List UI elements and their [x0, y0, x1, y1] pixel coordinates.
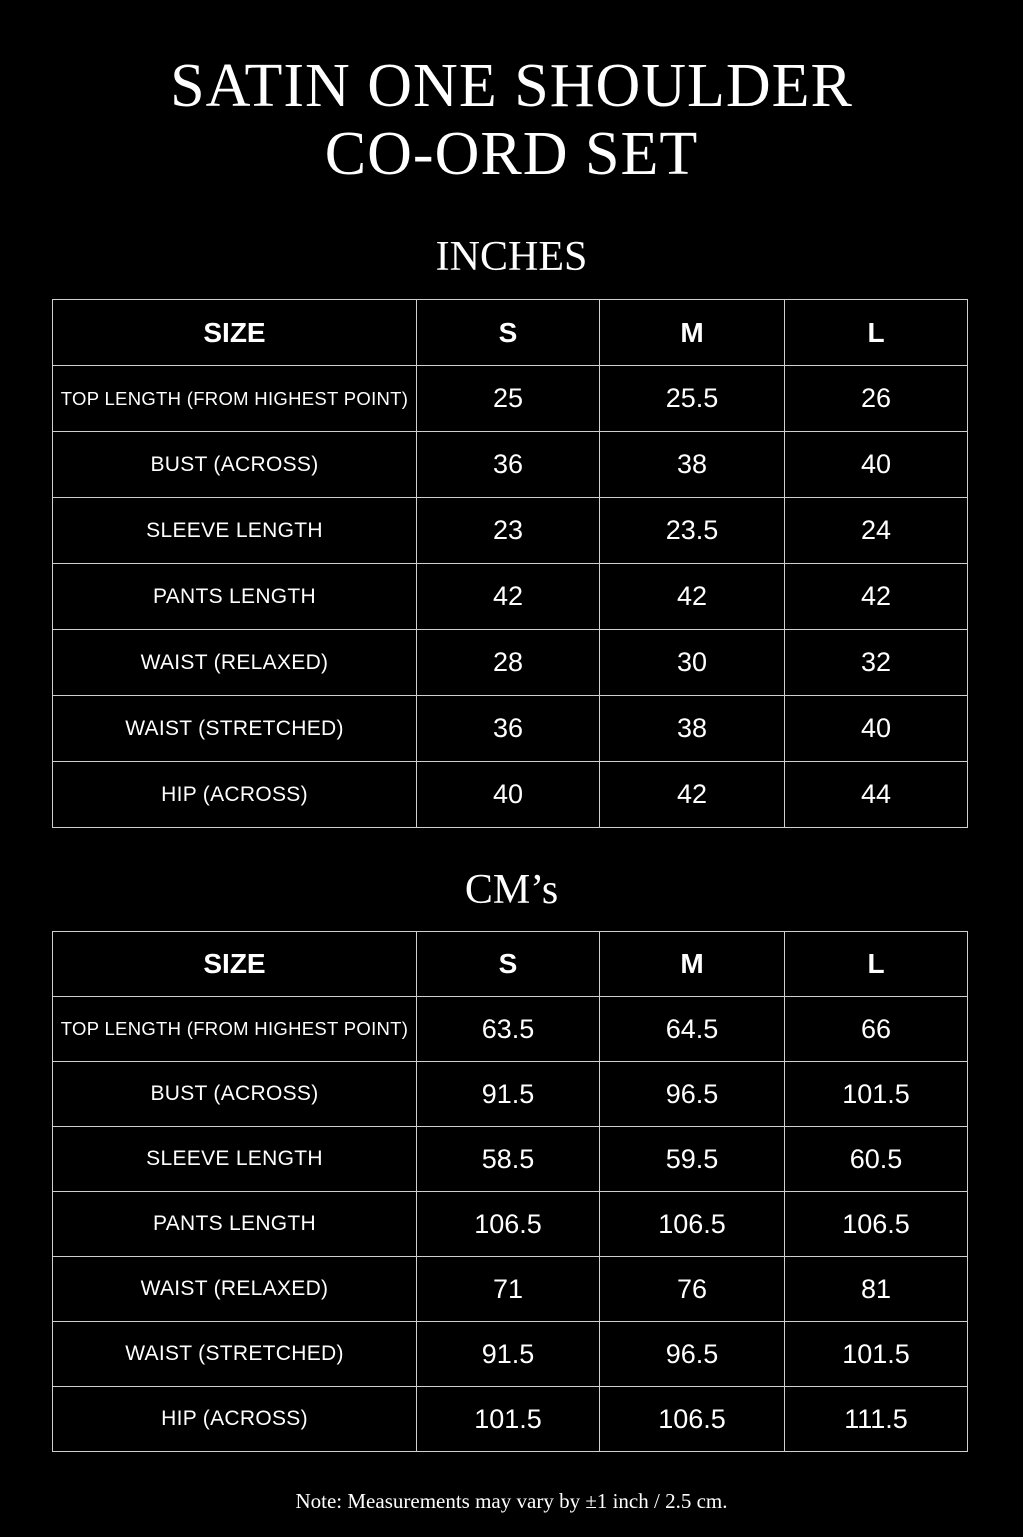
value-l: 101.5	[785, 1062, 968, 1127]
value-s: 101.5	[417, 1387, 600, 1452]
value-l: 101.5	[785, 1322, 968, 1387]
row-label: SLEEVE LENGTH	[53, 498, 417, 564]
table-row	[53, 630, 968, 696]
value-s: 28	[417, 630, 600, 696]
value-m: 42	[600, 564, 785, 630]
value-s: 106.5	[417, 1192, 600, 1257]
value-l: 24	[785, 498, 968, 564]
value-l: 26	[785, 366, 968, 432]
value-m: 38	[600, 696, 785, 762]
table-row	[53, 762, 968, 828]
row-label: WAIST (STRETCHED)	[53, 696, 417, 762]
inches-section-label: INCHES	[435, 234, 588, 280]
value-m: 76	[600, 1257, 785, 1322]
value-m: 30	[600, 630, 785, 696]
value-s: 23	[417, 498, 600, 564]
table-row	[53, 696, 968, 762]
header-size: SIZE	[53, 300, 417, 366]
value-l: 106.5	[785, 1192, 968, 1257]
value-l: 40	[785, 696, 968, 762]
table-row	[53, 1127, 968, 1192]
row-label: PANTS LENGTH	[53, 564, 417, 630]
value-s: 42	[417, 564, 600, 630]
value-s: 25	[417, 366, 600, 432]
table-row	[53, 1322, 968, 1387]
header-m: M	[600, 300, 785, 366]
value-s: 36	[417, 432, 600, 498]
header-s: S	[417, 932, 600, 997]
row-label: BUST (ACROSS)	[53, 432, 417, 498]
table-row	[53, 498, 968, 564]
cms-section-label: CM’s	[464, 867, 559, 913]
value-m: 23.5	[600, 498, 785, 564]
value-m: 96.5	[600, 1322, 785, 1387]
table-row	[53, 432, 968, 498]
value-m: 96.5	[600, 1062, 785, 1127]
table-row	[53, 1387, 968, 1452]
table-row	[53, 564, 968, 630]
table-header-row	[53, 300, 968, 366]
table-row	[53, 1192, 968, 1257]
row-label: TOP LENGTH (FROM HIGHEST POINT)	[53, 366, 417, 432]
value-s: 36	[417, 696, 600, 762]
value-s: 91.5	[417, 1062, 600, 1127]
value-l: 60.5	[785, 1127, 968, 1192]
value-m: 38	[600, 432, 785, 498]
header-s: S	[417, 300, 600, 366]
header-l: L	[785, 300, 968, 366]
value-l: 42	[785, 564, 968, 630]
table-header-row	[53, 932, 968, 997]
row-label: HIP (ACROSS)	[53, 1387, 417, 1452]
header-m: M	[600, 932, 785, 997]
row-label: HIP (ACROSS)	[53, 762, 417, 828]
table-row	[53, 997, 968, 1062]
value-l: 40	[785, 432, 968, 498]
table-row	[53, 1062, 968, 1127]
cms-size-table	[52, 931, 968, 1452]
value-l: 111.5	[785, 1387, 968, 1452]
table-row	[53, 1257, 968, 1322]
measurement-note: Note: Measurements may vary by ±1 inch / 2.5 cm.	[295, 1489, 728, 1513]
value-s: 58.5	[417, 1127, 600, 1192]
value-l: 32	[785, 630, 968, 696]
value-m: 59.5	[600, 1127, 785, 1192]
value-l: 66	[785, 997, 968, 1062]
row-label: BUST (ACROSS)	[53, 1062, 417, 1127]
row-label: TOP LENGTH (FROM HIGHEST POINT)	[53, 997, 417, 1062]
title-line-1: SATIN ONE SHOULDER	[170, 52, 853, 120]
value-s: 71	[417, 1257, 600, 1322]
value-s: 40	[417, 762, 600, 828]
value-s: 63.5	[417, 997, 600, 1062]
title-line-2: CO-ORD SET	[324, 120, 699, 188]
value-m: 42	[600, 762, 785, 828]
value-m: 64.5	[600, 997, 785, 1062]
value-l: 44	[785, 762, 968, 828]
value-m: 106.5	[600, 1387, 785, 1452]
table-row	[53, 366, 968, 432]
row-label: SLEEVE LENGTH	[53, 1127, 417, 1192]
value-l: 81	[785, 1257, 968, 1322]
value-m: 25.5	[600, 366, 785, 432]
inches-size-table	[52, 299, 968, 828]
header-l: L	[785, 932, 968, 997]
value-s: 91.5	[417, 1322, 600, 1387]
row-label: WAIST (STRETCHED)	[53, 1322, 417, 1387]
row-label: WAIST (RELAXED)	[53, 1257, 417, 1322]
value-m: 106.5	[600, 1192, 785, 1257]
page-title	[0, 52, 1023, 188]
row-label: WAIST (RELAXED)	[53, 630, 417, 696]
row-label: PANTS LENGTH	[53, 1192, 417, 1257]
header-size: SIZE	[53, 932, 417, 997]
